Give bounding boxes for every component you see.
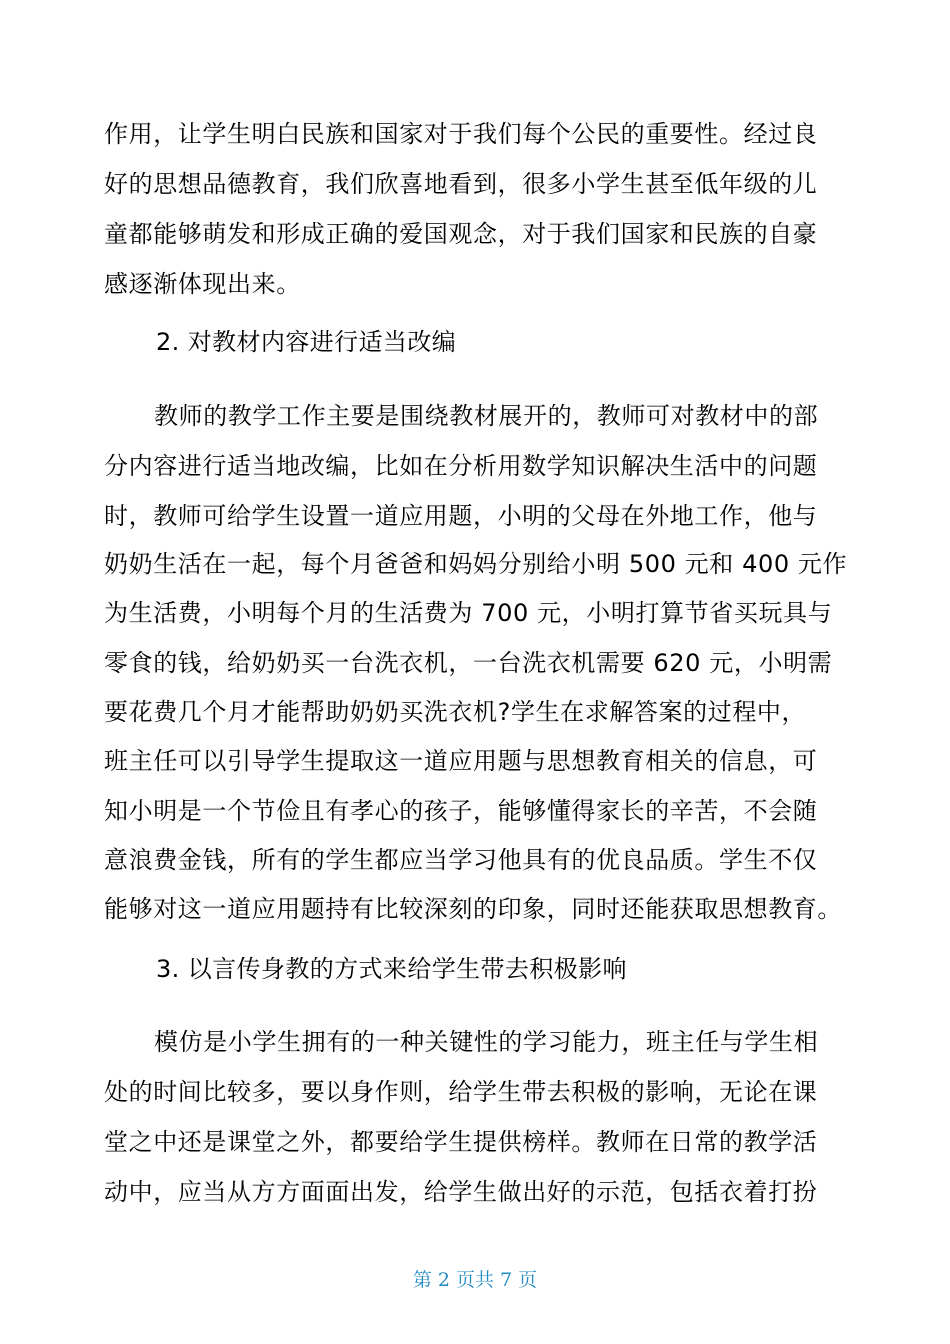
- paragraph-line: 处的时间比较多，要以身作则，给学生带去积极的影响，无论在课: [104, 1078, 818, 1106]
- paragraph-line: 要花费几个月才能帮助奶奶买洗衣机?学生在求解答案的过程中，: [104, 698, 807, 726]
- paragraph-line: 零食的钱，给奶奶买一台洗衣机，一台洗衣机需要 620 元，小明需: [104, 649, 833, 677]
- section-heading: 2. 对教材内容进行适当改编: [156, 328, 457, 356]
- paragraph-line: 奶奶生活在一起，每个月爸爸和妈妈分别给小明 500 元和 400 元作: [104, 550, 848, 578]
- paragraph-line: 感逐渐体现出来。: [104, 270, 301, 298]
- page-number-footer: 第 2 页共 7 页: [412, 1269, 538, 1291]
- paragraph-line: 能够对这一道应用题持有比较深刻的印象，同时还能获取思想教育。: [104, 895, 842, 923]
- paragraph-line: 知小明是一个节俭且有孝心的孩子，能够懂得家长的辛苦，不会随: [104, 797, 818, 825]
- paragraph-line: 好的思想品德教育，我们欣喜地看到，很多小学生甚至低年级的儿: [104, 170, 818, 198]
- paragraph-line: 意浪费金钱，所有的学生都应当学习他具有的优良品质。学生不仅: [104, 846, 818, 874]
- paragraph-line: 教师的教学工作主要是围绕教材展开的，教师可对教材中的部: [154, 402, 819, 430]
- paragraph-line: 动中，应当从方方面面出发，给学生做出好的示范，包括衣着打扮: [104, 1178, 818, 1206]
- paragraph-line: 作用，让学生明白民族和国家对于我们每个公民的重要性。经过良: [104, 120, 818, 148]
- paragraph-line: 时，教师可给学生设置一道应用题，小明的父母在外地工作，他与: [104, 502, 818, 530]
- section-heading: 3. 以言传身教的方式来给学生带去积极影响: [156, 955, 627, 983]
- paragraph-line: 为生活费，小明每个月的生活费为 700 元，小明打算节省买玩具与: [104, 599, 833, 627]
- paragraph-line: 班主任可以引导学生提取这一道应用题与思想教育相关的信息，可: [104, 747, 818, 775]
- paragraph-line: 童都能够萌发和形成正确的爱国观念，对于我们国家和民族的自豪: [104, 220, 818, 248]
- paragraph-line: 模仿是小学生拥有的一种关键性的学习能力，班主任与学生相: [154, 1028, 819, 1056]
- paragraph-line: 分内容进行适当地改编，比如在分析用数学知识解决生活中的问题: [104, 452, 818, 480]
- paragraph-line: 堂之中还是课堂之外，都要给学生提供榜样。教师在日常的教学活: [104, 1128, 818, 1156]
